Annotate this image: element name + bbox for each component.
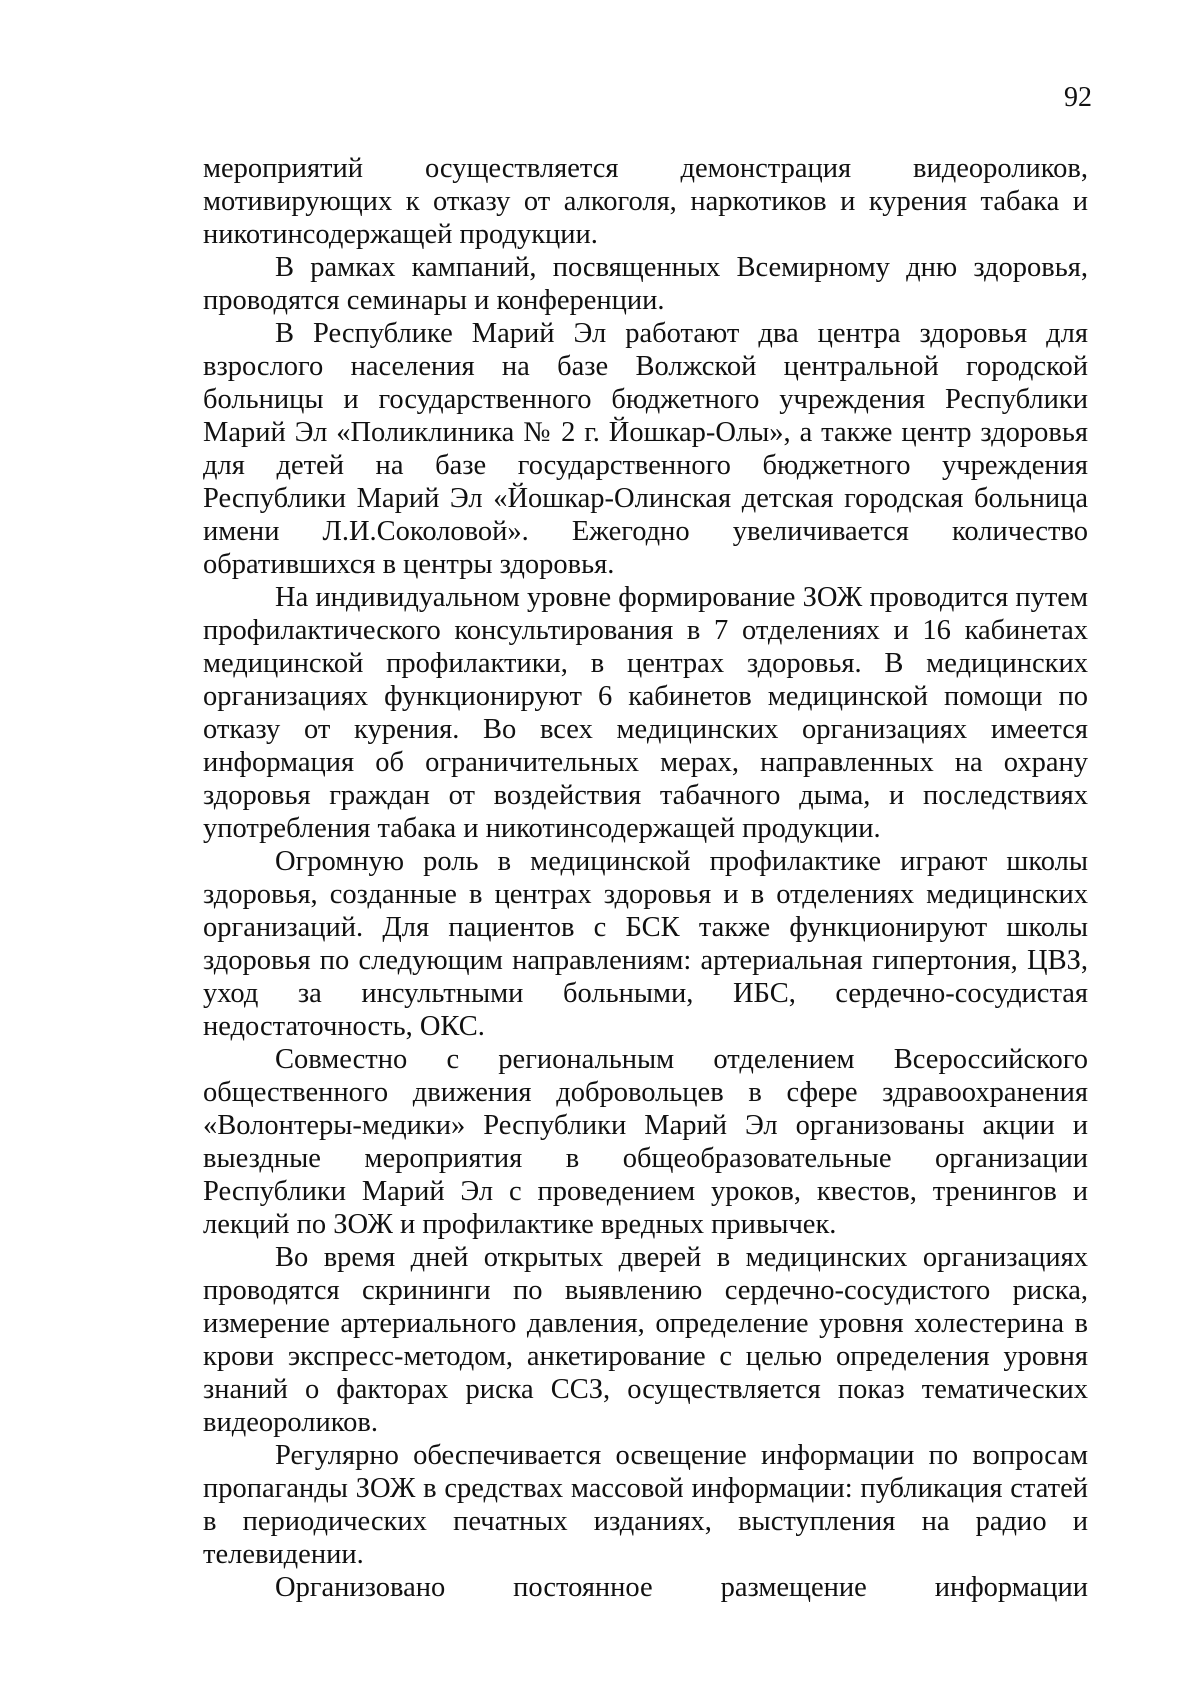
paragraph-world-health-day: В рамках кампаний, посвященных Всемирному дню здоровья, проводятся семинары и конференции. bbox=[203, 252, 1088, 316]
document-body bbox=[203, 152, 1088, 1604]
paragraph-health-schools: Огромную роль в медицинской профилактике играют школы здоровья, созданные в центрах здоровья и в отделениях медицинских организаций. Для пациентов с БСК также функционируют школы здоровья по следующим направлениям: артериальная гипертония, ЦВЗ, уход за инсультными больными, ИБС, сердечно-сосудистая недостаточность, ОКС. bbox=[203, 846, 1088, 1042]
paragraph-open-days: Во время дней открытых дверей в медицинских организациях проводятся скрининги по выявлению сердечно-сосудистого риска, измерение артериального давления, определение уровня холестерина в крови экспресс-методом, анкетирование с целью определения уровня знаний о факторах риска ССЗ, осуществляется показ тематических видеороликов. bbox=[203, 1242, 1088, 1438]
paragraph-volunteers: Совместно с региональным отделением Всероссийского общественного движения добровольцев в сфере здравоохранения «Волонтеры-медики» Республики Марий Эл организованы акции и выездные мероприятия в общеобразовательные организации Республики Марий Эл с проведением уроков, квестов, тренингов и лекций по ЗОЖ и профилактике вредных привычек. bbox=[203, 1044, 1088, 1240]
page-number: 92 bbox=[1064, 82, 1092, 113]
paragraph-individual-level: На индивидуальном уровне формирование ЗОЖ проводится путем профилактического консультирования в 7 отделениях и 16 кабинетах медицинской профилактики, в центрах здоровья. В медицинских организациях функционируют 6 кабинетов медицинской помощи по отказу от курения. Во всех медицинских организациях имеется информация об ограничительных мерах, направленных на охрану здоровья граждан от воздействия табачного дыма, и последствиях употребления табака и никотинсодержащей продукции. bbox=[203, 582, 1088, 844]
paragraph-health-centers: В Республике Марий Эл работают два центра здоровья для взрослого населения на базе Волжской центральной городской больницы и государственного бюджетного учреждения Республики Марий Эл «Поликлиника № 2 г. Йошкар-Олы», а также центр здоровья для детей на базе государственного бюджетного учреждения Республики Марий Эл «Йошкар-Олинская детская городская больница имени Л.И.Соколовой». Ежегодно увеличивается количество обратившихся в центры здоровья. bbox=[203, 318, 1088, 580]
paragraph-information-placement: Организовано постоянное размещение информации bbox=[275, 1572, 1088, 1603]
paragraph-mass-media: Регулярно обеспечивается освещение информации по вопросам пропаганды ЗОЖ в средствах массовой информации: публикация статей в периодических печатных изданиях, выступления на радио и телевидении. bbox=[203, 1440, 1088, 1570]
paragraph-continuation: мероприятий осуществляется демонстрация видеороликов, мотивирующих к отказу от алкоголя, наркотиков и курения табака и никотинсодержащей продукции. bbox=[203, 153, 1088, 250]
